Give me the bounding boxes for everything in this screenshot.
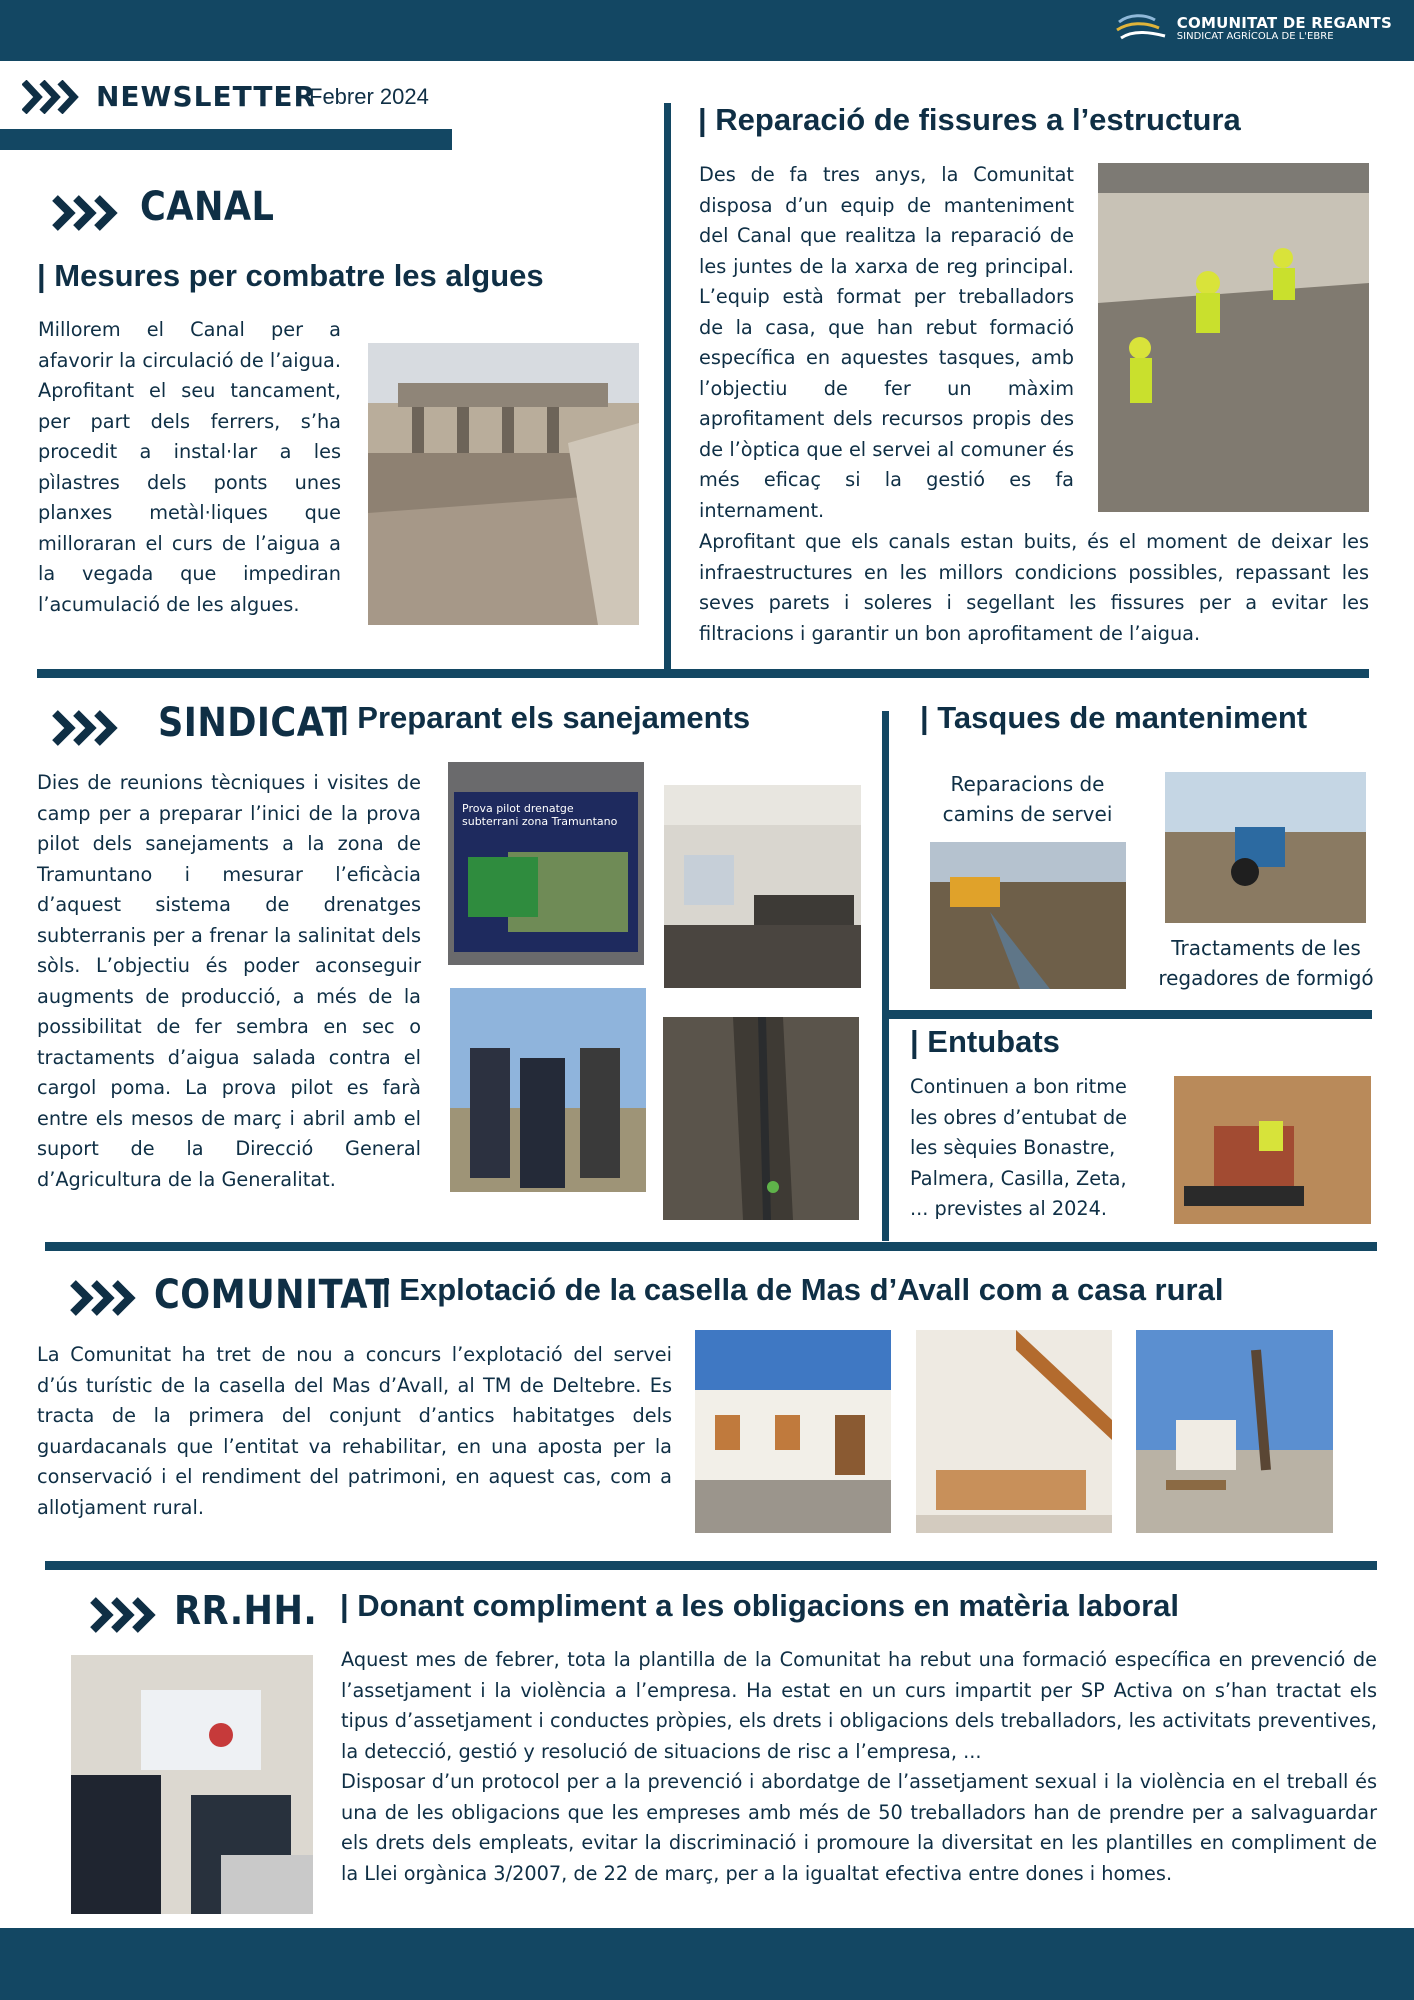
body-sanitation: Dies de reunions tècniques i visites de camp per a preparar l’inici de la prova pilot dels sanejaments a la zona de Tramuntano i mesurar l’eficàcia d’aquest sistema de drenatges subterranis per a frenar la salinitat dels sòls. L’objectiu és poder aconseguir augments de producció, a més de la possibilitat de fer sembra en sec o tractaments d’aigua salada contra el cargol poma. La prova pilot es farà entre els mesos de març i abril amb el suport de la Direcció General d’Agricultura de la Generalitat. — [37, 771, 421, 1191]
photo-excavator — [930, 842, 1126, 989]
photo-pipe-works — [1174, 1076, 1371, 1224]
body-cracks-1: Des de fa tres anys, la Comunitat disposa d’un equip de manteniment del Canal que realitza la reparació de les juntes de la xarxa de reg principal. L’equip està format per treballadors de la casa, que han rebut formació específica en aquestes tasques, amb l’objectiu de fer un màxim aprofitament dels recursos propis des de l’òptica que el servei al comuner és més eficaç si la gestió es fa internament. — [699, 163, 1074, 522]
photo-house-exterior — [695, 1330, 891, 1533]
section-title-rrhh: RR.HH. — [174, 1588, 318, 1634]
caption-concrete: Tractaments de les regadores de formigó — [1158, 936, 1374, 990]
photo-presentation-screen — [448, 762, 644, 965]
caption-roads: Reparacions de camins de servei — [942, 772, 1113, 826]
headline-cracks: | Reparació de fissures a l’estructura — [698, 102, 1241, 137]
headline-sanitation: | Preparant els sanejaments — [340, 700, 751, 735]
headline-pipes: | Entubats — [910, 1024, 1060, 1059]
photo-house-interior — [916, 1330, 1112, 1533]
chevrons-icon — [22, 80, 86, 114]
body-rural-house: La Comunitat ha tret de nou a concurs l’explotació del servei d’ús turístic de la casella del Mas d’Avall, al TM de Deltebre. Es tracta de la primera del conjunt d’antics habitatges dels guardacanals que l’entitat va rehabilitar, en una aposta per la conservació i el rendiment del patrimoni, en aquest cas, com a allotjament rural. — [37, 1343, 672, 1519]
chevrons-icon — [90, 1597, 162, 1633]
body-algae: Millorem el Canal per a afavorir la circulació de l’aigua. Aprofitant el seu tancament, per part dels ferrers, s’ha procedit a instal·lar a les pìlastres dels ponts unes planxes metàl·liques que milloraran el curs de l’aigua a la vegada que impediran l’acumulació de les algues. — [38, 318, 341, 616]
photo-field-visit — [450, 988, 646, 1192]
section-title-comunitat: COMUNITAT — [154, 1272, 390, 1318]
brand-name: COMUNITAT DE REGANTS — [1176, 14, 1392, 32]
chevrons-icon — [52, 195, 124, 231]
headline-labour: | Donant compliment a les obligacions en matèria laboral — [340, 1588, 1179, 1623]
divider-horizontal — [45, 1561, 1377, 1570]
photo-tractor — [1165, 772, 1366, 923]
footer-bar — [0, 1928, 1414, 2000]
brand-subtitle: SINDICAT AGRÍCOLA DE L'EBRE — [1176, 31, 1334, 42]
brand-logo — [1115, 12, 1392, 46]
body-pipes: Continuen a bon ritme les obres d’entubat de les sèquies Bonastre, Palmera, Casilla, Zeta, ... previstes al 2024. — [910, 1075, 1128, 1220]
section-title-canal: CANAL — [140, 184, 275, 230]
headline-rural-house: | Explotació de la casella de Mas d’Avall com a casa rural — [382, 1272, 1224, 1307]
body-labour-1: Aquest mes de febrer, tota la plantilla de la Comunitat ha rebut una formació específica en prevenció de l’assetjament i la violència a l’empresa. Ha estat en un curs impartit per SP Activa on s’han tractat els tipus d’assetjament i conductes pròpies, els drets i obligacions dels treballadors, les activitats preventives, la detecció, gestió y resolució de situacions de risc a l’empresa, ... — [341, 1648, 1377, 1763]
waves-icon — [1115, 12, 1169, 46]
body-cracks-2: Aprofitant que els canals estan buits, és el moment de deixar les infraestructures en les millors condicions possibles, repassant les seves parets i soleres i segellant les fissures per a evitar les filtracions i garantir un bon aprofitament de l’aigua. — [699, 530, 1369, 645]
divider-horizontal — [887, 1010, 1372, 1019]
headline-algae: | Mesures per combatre les algues — [37, 258, 544, 293]
newsletter-label: NEWSLETTER — [96, 80, 317, 113]
body-labour-2: Disposar d’un protocol per a la prevenció i abordatge de l’assetjament sexual i la violència en el treball és una de les obligacions que les empreses amb més de 50 treballadors han de prendre per a salvaguardar els drets dels empleats, evitar la discriminació i promoure la diversitat en les plantilles en compliment de la Llei orgànica 3/2007, de 22 de març, per a la igualtat efectiva entre dones i homes. — [341, 1770, 1377, 1885]
section-title-sindicat: SINDICAT — [158, 700, 347, 746]
divider-horizontal — [45, 1242, 1377, 1251]
divider-vertical — [882, 711, 889, 1241]
title-underline — [0, 129, 452, 150]
divider-vertical — [664, 103, 671, 669]
newsletter-date: Febrer 2024 — [309, 84, 429, 109]
screen-text: Prova pilot drenatge subterrani zona Tramuntano — [462, 802, 618, 828]
headline-maintenance: | Tasques de manteniment — [920, 700, 1308, 735]
photo-crack-repair — [1098, 163, 1369, 512]
photo-training-session — [71, 1655, 313, 1914]
chevrons-icon — [70, 1280, 142, 1316]
photo-meeting-room — [664, 785, 861, 988]
divider-horizontal — [37, 669, 1369, 678]
photo-canal-bridge — [368, 343, 639, 625]
photo-drain-trench — [663, 1017, 859, 1220]
chevrons-icon — [52, 710, 124, 746]
photo-house-garden — [1136, 1330, 1333, 1533]
header-bar — [0, 0, 1414, 61]
